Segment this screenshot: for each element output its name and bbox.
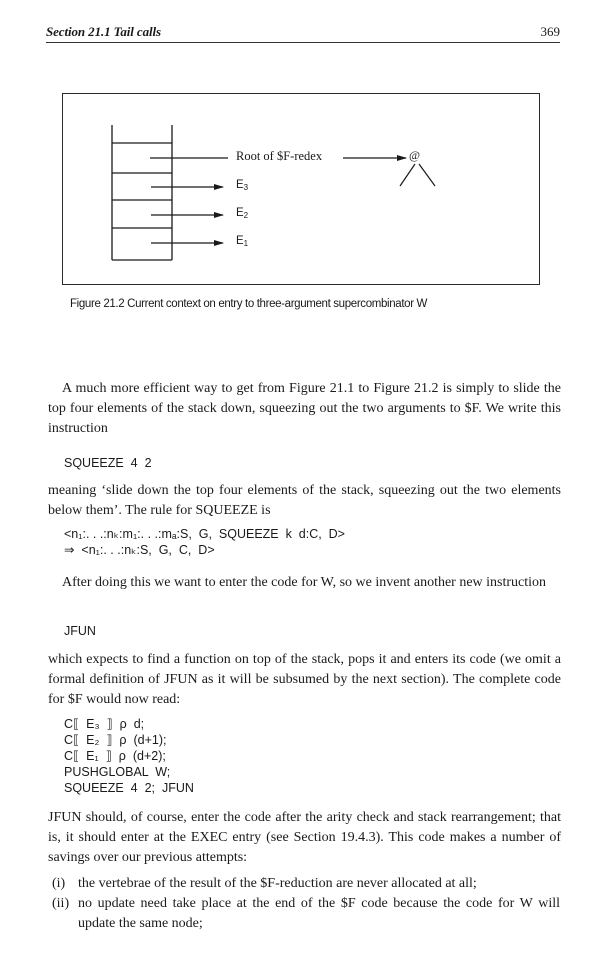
- code-line-5: SQUEEZE 4 2; JFUN: [64, 781, 194, 795]
- paragraph-1: A much more efficient way to get from Figure 21.1 to Figure 21.2 is simply to slide the top four elements of the stack down, squeezing out the two arguments to $F. We write this instruction: [48, 381, 561, 436]
- paragraph-4: which expects to find a function on top of the stack, pops it and enters its code (we omit a formal definition of JFUN as it will be subsumed by the next section). The complete code for $F would now read:: [48, 652, 561, 707]
- figure-21-2: [62, 93, 540, 285]
- code-line-1: C⟦ E₃ ⟧ ρ d;: [64, 717, 145, 731]
- root-label: Root of $F-redex: [236, 149, 323, 163]
- list-item-2: [52, 894, 561, 934]
- stack-entry-e3: $E_3$: [236, 179, 249, 192]
- code-line-3: C⟦ E₁ ⟧ ρ (d+2);: [64, 749, 166, 763]
- list-text: the vertebrae of the result of the $F-reduction are never allocated at all;: [78, 876, 477, 891]
- paragraph-2: meaning ‘slide down the top four elements of the stack, squeezing out the two elements below them’. The rule for SQUEEZE is: [48, 483, 561, 518]
- instruction-jfun: JFUN: [64, 624, 96, 638]
- squeeze-rule-line-1: <n₁:. . .:nₖ:m₁:. . .:mₐ:S, G, SQUEEZE k d:C, D>: [64, 527, 345, 541]
- figure-caption: Figure 21.2 Current context on entry to three-argument supercombinator W: [70, 298, 428, 310]
- paragraph-5: JFUN should, of course, enter the code after the arity check and stack rearrangement; that is, it should enter at the EXEC entry (see Section 19.4.3). This code makes a number of savings over our previous attempts:: [48, 810, 561, 865]
- list-marker: (i): [52, 876, 66, 891]
- code-line-2: C⟦ E₂ ⟧ ρ (d+1);: [64, 733, 167, 747]
- list-item-1: [52, 874, 561, 894]
- section-title: Section 21.1 Tail calls: [46, 24, 161, 39]
- stack-entry-e2: $E_2$: [236, 207, 249, 220]
- apply-node-symbol: @: [409, 148, 421, 162]
- paragraph-3: After doing this we want to enter the code for W, so we invent another new instruction: [62, 575, 547, 590]
- instruction-squeeze: SQUEEZE 4 2: [64, 456, 152, 470]
- list-marker: (ii): [52, 896, 70, 911]
- stack-diagram: [63, 94, 539, 284]
- page-number: 369: [540, 24, 560, 39]
- page-header: [46, 22, 560, 43]
- squeeze-rule-line-2: ⇒ <n₁:. . .:nₖ:S, G, C, D>: [64, 543, 215, 557]
- list-text: no update need take place at the end of the $F code because the code for W will update the same node;: [78, 896, 560, 931]
- stack-entry-e1: $E_1$: [236, 235, 249, 248]
- code-line-4: PUSHGLOBAL W;: [64, 765, 171, 779]
